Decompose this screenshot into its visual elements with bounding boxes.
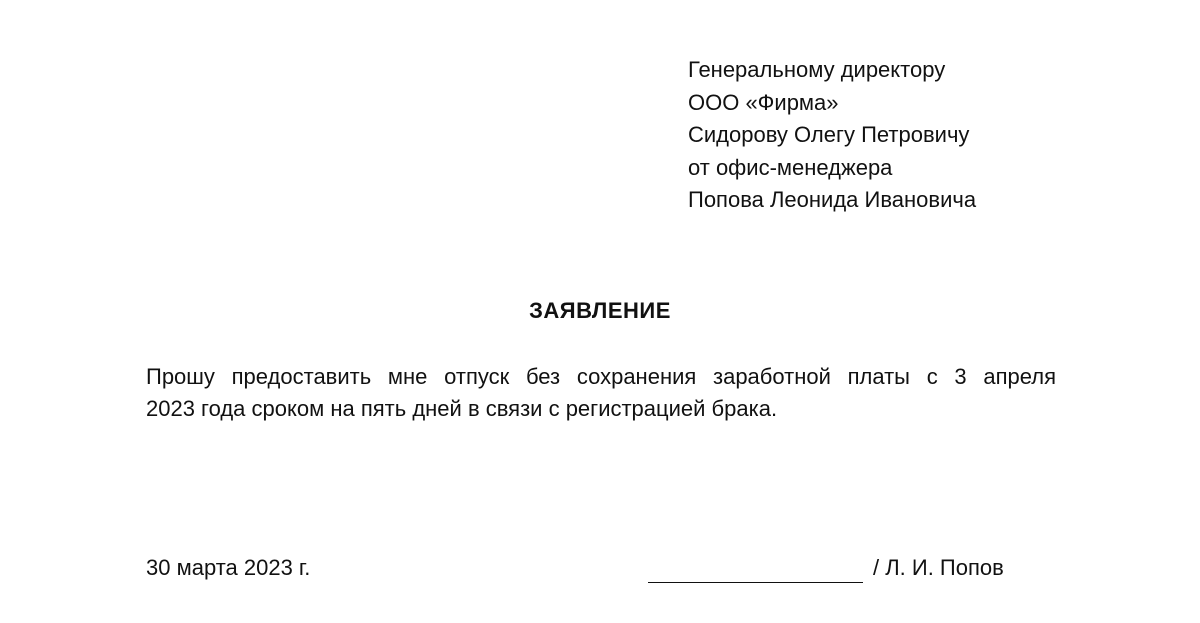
document-title: ЗАЯВЛЕНИЕ bbox=[529, 298, 671, 323]
document-date: 30 марта 2023 г. bbox=[146, 555, 311, 580]
body-line: Прошу предоставить мне отпуск без сохранения заработной платы с 3 апреля bbox=[146, 364, 1056, 389]
addressee-block bbox=[688, 54, 1168, 217]
signature-line bbox=[648, 558, 863, 583]
addressee-line: Сидорову Олегу Петровичу bbox=[688, 122, 970, 147]
addressee-line: Генеральному директору bbox=[688, 57, 946, 82]
document-body bbox=[146, 361, 1056, 425]
signature-block bbox=[648, 553, 1004, 583]
signature-name: / Л. И. Попов bbox=[873, 555, 1004, 580]
addressee-line: от офис-менеджера bbox=[688, 154, 893, 180]
body-line: 2023 года сроком на пять дней в связи с регистрацией брака. bbox=[146, 396, 778, 421]
addressee-line: Попова Леонида Ивановича bbox=[688, 187, 977, 212]
addressee-line: ООО «Фирма» bbox=[688, 89, 839, 115]
